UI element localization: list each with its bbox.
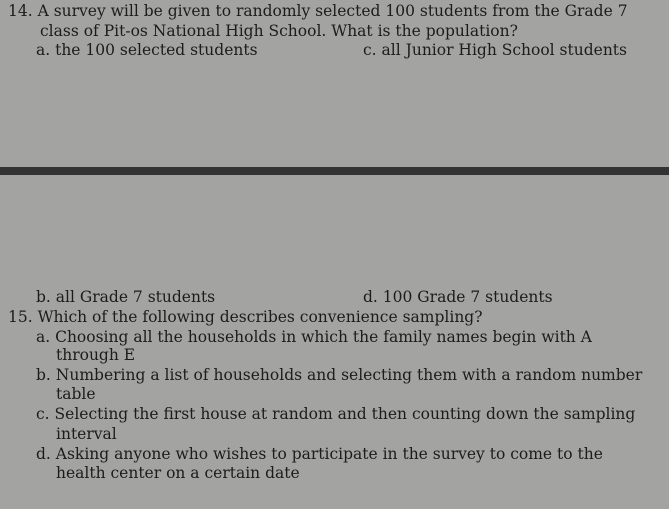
q15-option-d-line1: d. Asking anyone who wishes to participate in the survey to come to the bbox=[36, 445, 603, 463]
q15-stem: 15. Which of the following describes convenience sampling? bbox=[8, 308, 483, 326]
q15-option-d-line2: health center on a certain date bbox=[56, 464, 300, 482]
q14-option-c: c. all Junior High School students bbox=[363, 41, 627, 59]
q14-stem-line1: 14. A survey will be given to randomly selected 100 students from the Grade 7 bbox=[8, 2, 628, 20]
q15-option-b-line2: table bbox=[56, 385, 96, 403]
q14-option-d: d. 100 Grade 7 students bbox=[363, 288, 553, 306]
q15-option-a-line2: through E bbox=[56, 346, 136, 364]
q15-option-c-line2: interval bbox=[56, 425, 117, 443]
q14-option-b: b. all Grade 7 students bbox=[36, 288, 216, 306]
q15-option-b-line1: b. Numbering a list of households and selecting them with a random number bbox=[36, 366, 643, 384]
q14-option-a: a. the 100 selected students bbox=[36, 41, 258, 59]
q15-option-a-line1: a. Choosing all the households in which the family names begin with A bbox=[36, 328, 592, 346]
q14-stem-line2: class of Pit-os National High School. What is the population? bbox=[40, 22, 518, 40]
page-divider bbox=[0, 167, 669, 175]
q15-option-c-line1: c. Selecting the first house at random and then counting down the sampling bbox=[36, 405, 636, 423]
